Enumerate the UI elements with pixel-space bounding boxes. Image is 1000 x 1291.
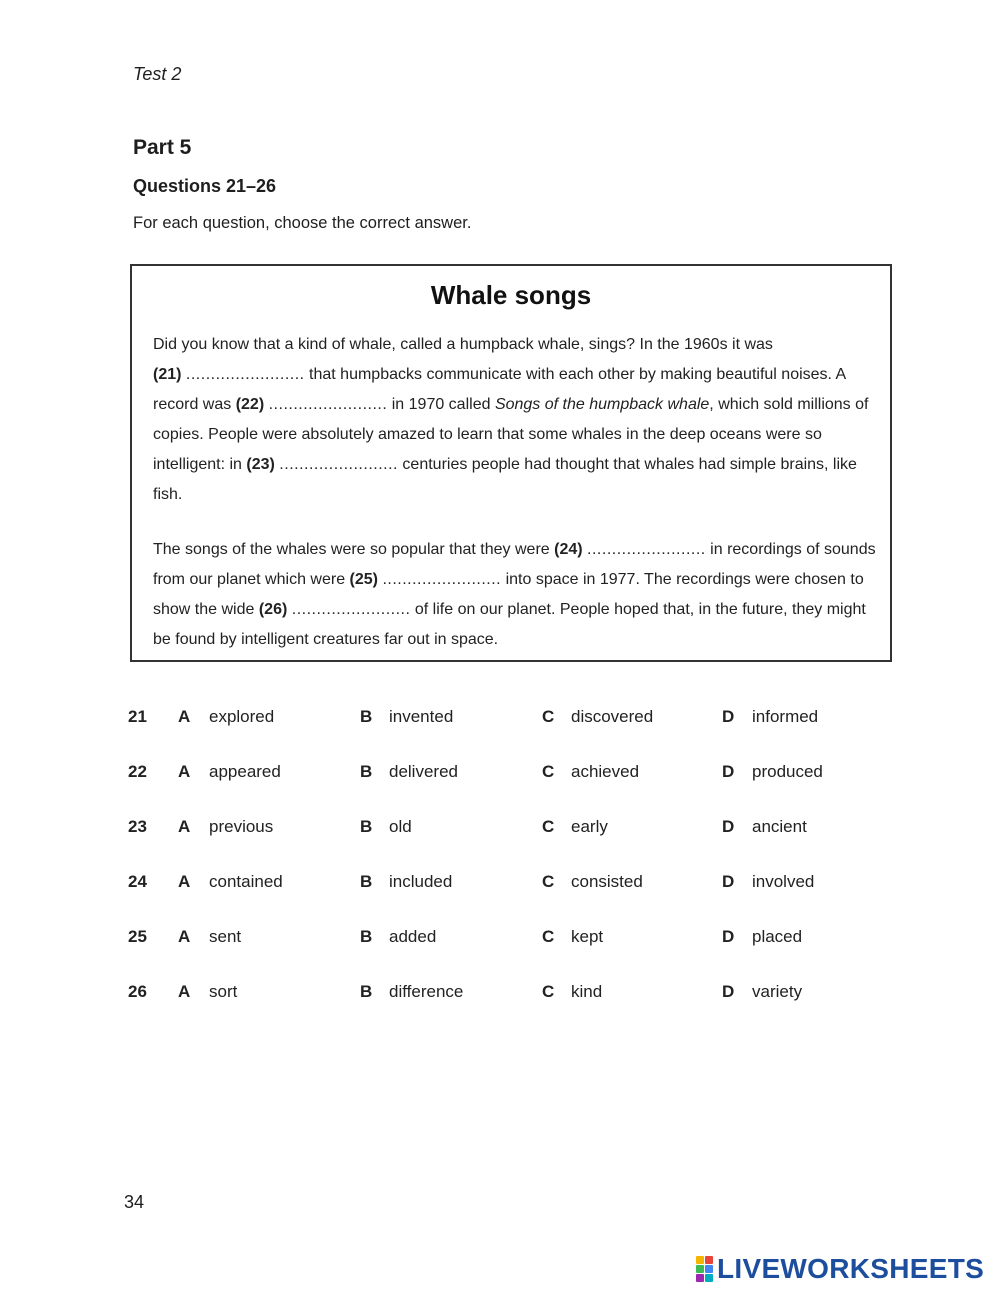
- option-b-word[interactable]: old: [389, 817, 412, 836]
- gap-label-23: (23): [246, 456, 275, 473]
- passage-text: in recordings of sounds from our planet which were: [153, 541, 876, 588]
- option-c-word[interactable]: discovered: [571, 707, 654, 726]
- option-letter: B: [360, 982, 373, 1001]
- logo-mark-icon: [696, 1256, 713, 1282]
- passage-text: The songs of the whales were so popular that they were: [153, 541, 555, 558]
- test-label: Test 2: [133, 64, 182, 84]
- gap-24-blank[interactable]: ........................: [587, 541, 706, 558]
- question-number: 25: [128, 927, 147, 946]
- logo-square: [696, 1274, 704, 1282]
- option-a-word[interactable]: contained: [209, 872, 283, 891]
- option-letter: A: [178, 707, 191, 726]
- option-c-word[interactable]: kept: [571, 927, 604, 946]
- option-d-word[interactable]: produced: [752, 762, 823, 781]
- gap-label-26: (26): [258, 601, 288, 618]
- option-b-word[interactable]: delivered: [389, 762, 458, 781]
- option-letter: D: [722, 707, 735, 726]
- instruction-text: For each question, choose the correct answer.: [133, 214, 472, 232]
- logo-square: [705, 1256, 713, 1264]
- option-letter: A: [178, 762, 191, 781]
- option-letter: C: [542, 927, 555, 946]
- passage-text: , which sold millions of copies. People were absolutely amazed to learn that some whales in the deep oceans were so intelligent: in: [153, 396, 869, 473]
- passage-box: [130, 264, 892, 662]
- option-letter: A: [178, 817, 191, 836]
- option-letter: D: [722, 982, 735, 1001]
- option-c-word[interactable]: kind: [571, 982, 603, 1001]
- option-c-word[interactable]: achieved: [571, 762, 640, 781]
- record-title: Songs of the humpback whale: [494, 396, 710, 413]
- liveworksheets-logo: [696, 1254, 984, 1284]
- option-d-word[interactable]: ancient: [752, 817, 807, 836]
- logo-square: [696, 1256, 704, 1264]
- passage-text: centuries people had thought that whales had simple brains, like fish.: [153, 456, 857, 503]
- passage-paragraph-2: [153, 535, 878, 655]
- logo-square: [705, 1274, 713, 1282]
- option-a-word[interactable]: explored: [209, 707, 275, 726]
- logo-square: [705, 1265, 713, 1273]
- option-letter: C: [542, 982, 555, 1001]
- option-letter: C: [542, 707, 555, 726]
- question-row: [128, 982, 888, 1012]
- option-d-word[interactable]: variety: [752, 982, 803, 1001]
- option-letter: A: [178, 872, 191, 891]
- option-b-word[interactable]: difference: [389, 982, 464, 1001]
- option-c-word[interactable]: early: [571, 817, 608, 836]
- gap-label-25: (25): [349, 571, 378, 588]
- question-row: [128, 927, 888, 957]
- gap-label-21: (21): [153, 366, 182, 383]
- option-a-word[interactable]: sent: [209, 927, 242, 946]
- option-d-word[interactable]: involved: [752, 872, 815, 891]
- gap-label-24: (24): [554, 541, 583, 558]
- logo-text: LIVEWORKSHEETS: [717, 1253, 985, 1284]
- option-letter: A: [178, 927, 191, 946]
- passage-text: Did you know that a kind of whale, called a humpback whale, sings? In the 1960s it was: [153, 336, 773, 353]
- page-number: 34: [124, 1192, 145, 1212]
- option-letter: B: [360, 817, 373, 836]
- gap-25-blank[interactable]: ........................: [382, 571, 502, 588]
- option-letter: B: [360, 927, 373, 946]
- question-row: [128, 872, 888, 902]
- option-letter: B: [360, 872, 373, 891]
- passage-text: of life on our planet. People hoped that, in the future, they might be found by intelligent creatures far out in space.: [153, 601, 866, 648]
- option-letter: B: [360, 762, 373, 781]
- gap-23-blank[interactable]: ........................: [279, 456, 398, 473]
- option-d-word[interactable]: placed: [752, 927, 803, 946]
- option-letter: D: [722, 762, 735, 781]
- option-b-word[interactable]: invented: [389, 707, 454, 726]
- passage-paragraph-1: [153, 330, 878, 510]
- option-b-word[interactable]: included: [389, 872, 453, 891]
- gap-21-blank[interactable]: ........................: [185, 366, 305, 383]
- gap-label-22: (22): [235, 396, 265, 413]
- option-a-word[interactable]: sort: [209, 982, 238, 1001]
- option-a-word[interactable]: appeared: [209, 762, 281, 781]
- question-number: 23: [128, 817, 147, 836]
- passage-text: into space in 1977. The recordings were chosen to show the wide: [153, 571, 864, 618]
- passage-text: in 1970 called: [387, 396, 495, 413]
- question-row: [128, 707, 888, 737]
- gap-22-blank[interactable]: ........................: [268, 396, 388, 413]
- option-d-word[interactable]: informed: [752, 707, 819, 726]
- question-row: [128, 817, 888, 847]
- option-a-word[interactable]: previous: [209, 817, 274, 836]
- passage-title: Whale songs: [430, 280, 592, 310]
- question-number: 24: [128, 872, 147, 891]
- option-letter: D: [722, 927, 735, 946]
- option-c-word[interactable]: consisted: [571, 872, 643, 891]
- option-letter: C: [542, 762, 555, 781]
- question-number: 22: [128, 762, 147, 781]
- gap-26-blank[interactable]: ........................: [291, 601, 411, 618]
- question-number: 21: [128, 707, 147, 726]
- questions-range: Questions 21–26: [133, 176, 277, 196]
- question-number: 26: [128, 982, 147, 1001]
- part-title: Part 5: [133, 136, 192, 159]
- option-letter: D: [722, 872, 735, 891]
- question-row: [128, 762, 888, 792]
- option-letter: A: [178, 982, 191, 1001]
- option-letter: C: [542, 872, 555, 891]
- passage-text: that humpbacks communicate with each other by making beautiful noises. A record was: [153, 366, 846, 413]
- option-b-word[interactable]: added: [389, 927, 437, 946]
- logo-square: [696, 1265, 704, 1273]
- option-letter: C: [542, 817, 555, 836]
- option-letter: D: [722, 817, 735, 836]
- option-letter: B: [360, 707, 373, 726]
